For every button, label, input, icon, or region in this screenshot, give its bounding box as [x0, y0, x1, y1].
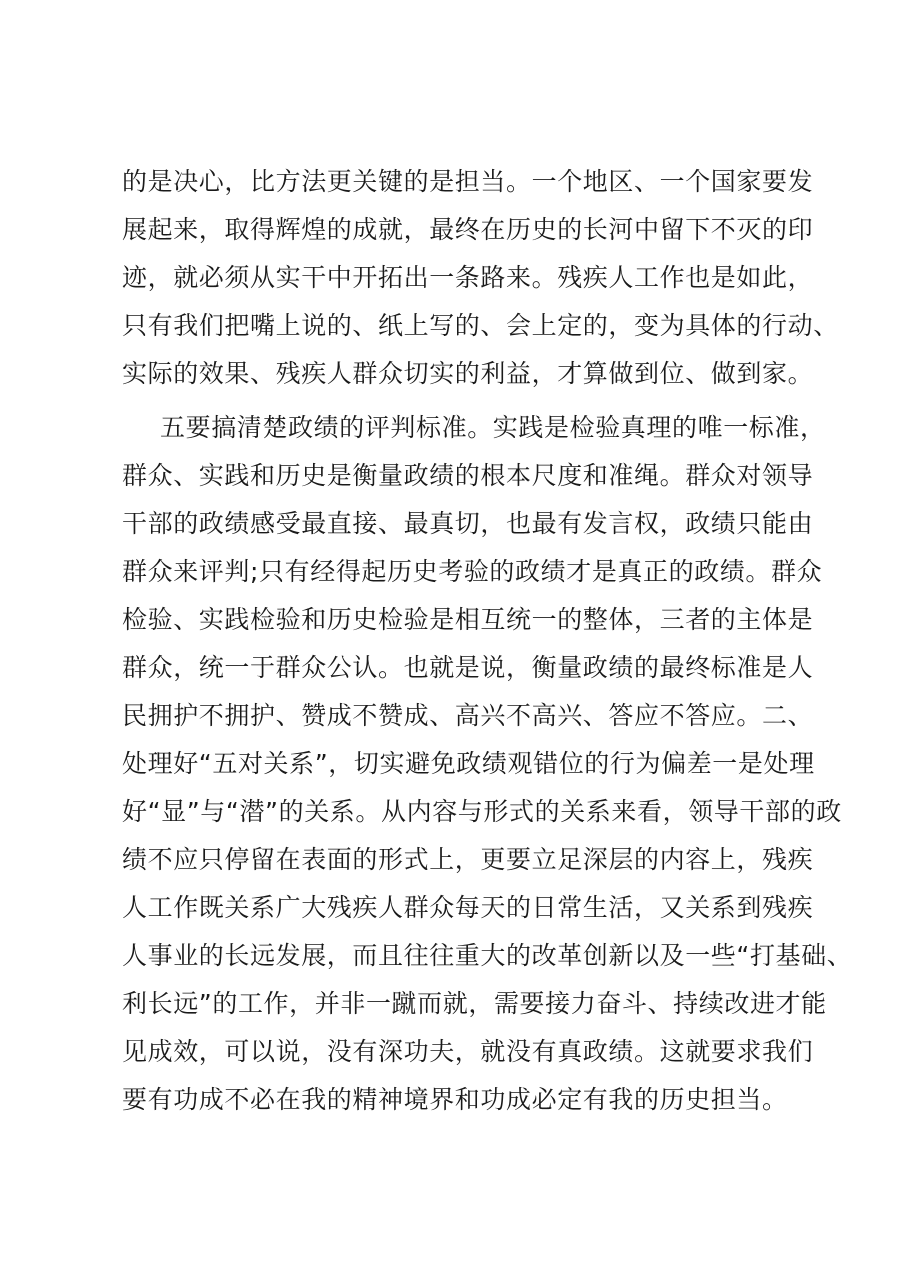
text-line: 实际的效果、残疾人群众切实的利益，才算做到位、做到家。 [122, 359, 814, 388]
text-line: 处理好“五对关系”，切实避免政绩观错位的行为偏差一是处理 [122, 749, 815, 778]
text-line: 干部的政绩感受最直接、最真切，也最有发言权，政绩只能由 [122, 509, 814, 538]
text-line: 人事业的长远发展，而且往往重大的改革创新以及一些“打基础、 [122, 941, 853, 970]
text-line: 人工作既关系广大残疾人群众每天的日常生活，又关系到残疾 [122, 893, 814, 922]
text-line: 民拥护不拥护、赞成不赞成、高兴不高兴、答应不答应。二、 [122, 701, 814, 730]
text-line: 检验、实践检验和历史检验是相互统一的整体，三者的主体是 [122, 605, 814, 634]
text-line: 群众、实践和历史是衡量政绩的根本尺度和准绳。群众对领导 [122, 461, 814, 490]
text-line: 五要搞清楚政绩的评判标准。实践是检验真理的唯一标准， [160, 413, 826, 442]
text-line: 要有功成不必在我的精神境界和功成必定有我的历史担当。 [122, 1085, 788, 1114]
text-line: 只有我们把嘴上说的、纸上写的、会上定的，变为具体的行动、 [122, 311, 839, 340]
text-line: 好“显”与“潜”的关系。从内容与形式的关系来看，领导干部的政 [122, 797, 842, 826]
text-line: 绩不应只停留在表面的形式上，更要立足深层的内容上，残疾 [122, 845, 814, 874]
text-line: 见成效，可以说，没有深功夫，就没有真政绩。这就要求我们 [122, 1037, 814, 1066]
text-line: 群众，统一于群众公认。也就是说，衡量政绩的最终标准是人 [122, 653, 814, 682]
text-line: 的是决心，比方法更关键的是担当。一个地区、一个国家要发 [122, 167, 814, 196]
text-line: 展起来，取得辉煌的成就，最终在历史的长河中留下不灭的印 [122, 215, 814, 244]
text-line: 群众来评判;只有经得起历史考验的政绩才是真正的政绩。群众 [122, 557, 823, 586]
text-line: 利长远”的工作，并非一蹴而就，需要接力奋斗、持续改进才能 [122, 989, 827, 1018]
text-line: 迹，就必须从实干中开拓出一条路来。残疾人工作也是如此， [122, 263, 814, 292]
